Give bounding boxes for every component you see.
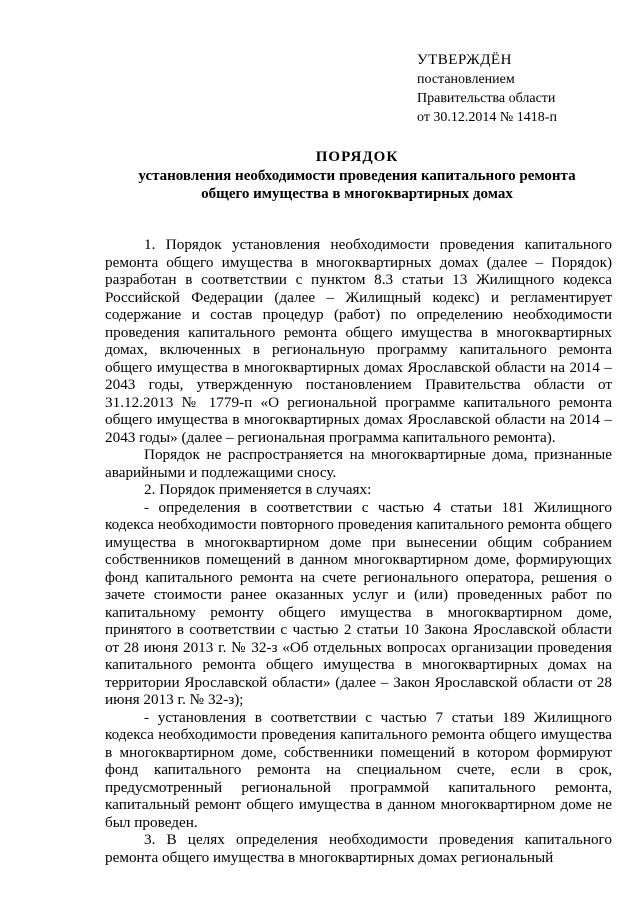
approval-line: от 30.12.2014 № 1418-п (417, 110, 557, 125)
paragraph: 1. Порядок установления необходимости проведения капитального ремонта общего имущества в многоквартирных домах (далее – Порядок) разработан в соответствии с пунктом 8.3 статьи 13 Жилищного кодекса Российской Федерации (далее – Жилищный кодекс) и регламентирует содержание и состав процедур (работ) по определению необходимости проведения капитального ремонта общего имущества в многоквартирных домах, включенных в региональную программу капитального ремонта общего имущества в многоквартирных домах Ярославской области на 2014 – 2043 годы, утвержденную постановлением Правительства области от 31.12.2013 № 1779-п «О региональной программе капитального ремонта общего имущества в многоквартирных домах Ярославской области на 2014 – 2043 годы» (далее – региональная программа капитального ремонта). (105, 236, 612, 446)
approval-heading: УТВЕРЖДЁН (417, 52, 512, 68)
approval-line: постановлением (417, 72, 515, 87)
title-subtitle-line: установления необходимости проведения капитального ремонта (138, 168, 576, 184)
paragraph: - установления в соответствии с частью 7 статьи 189 Жилищного кодекса необходимости проведения капитального ремонта общего имущества в многоквартирном доме, собственники помещений в котором формируют фонд капитального ремонта на специальном счете, если в срок, предусмотренный региональной программой капитального ремонта, капитальный ремонт общего имущества в данном многоквартирном доме не был проведен. (105, 708, 612, 831)
paragraph: 3. В целях определения необходимости проведения капитального ремонта общего имущества в многоквартирных домах региональный (105, 831, 612, 866)
title-subtitle-line: общего имущества в многоквартирных домах (201, 186, 513, 202)
document-title (120, 148, 594, 203)
title-main: ПОРЯДОК (315, 149, 399, 165)
paragraph: Порядок не распространяется на многоквартирные дома, признанные аварийными и подлежащими сносу. (105, 446, 612, 481)
approval-line: Правительства области (417, 91, 556, 106)
document-body (105, 236, 612, 866)
paragraph: - определения в соответствии с частью 4 статьи 181 Жилищного кодекса необходимости повторного проведения капитального ремонта общего имущества в многоквартирном доме при вынесении общим собранием собственников помещений в данном многоквартирном доме, формирующих фонд капитального ремонта на счете регионального оператора, решения о зачете стоимости ранее оказанных услуг и (или) проведенных работ по капитальному ремонту общего имущества в многоквартирном доме, принятого в соответствии с частью 2 статьи 10 Закона Ярославской области от 28 июня 2013 г. № 32-з «Об отдельных вопросах организации проведения капитального ремонта общего имущества в многоквартирных домах на территории Ярославской области» (далее – Закон Ярославской области от 28 июня 2013 г. № 32-з); (105, 498, 612, 708)
approval-stamp (417, 50, 557, 127)
paragraph: 2. Порядок применяется в случаях: (144, 481, 372, 498)
